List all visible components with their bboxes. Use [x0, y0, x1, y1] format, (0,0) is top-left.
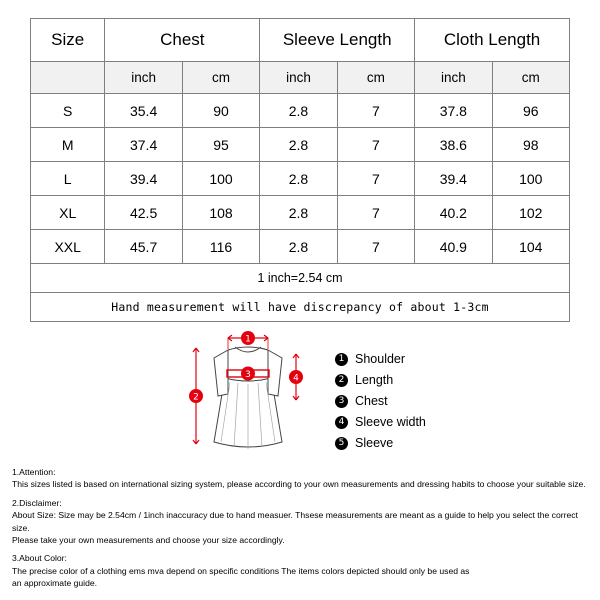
cell-chest-cm: 95 — [182, 128, 259, 162]
footer-notes — [12, 466, 590, 590]
note-heading-disclaimer: 2.Disclaimer: — [12, 497, 62, 508]
legend-label: Sleeve width — [355, 415, 426, 429]
cell-sleeve-inch: 2.8 — [260, 128, 337, 162]
conversion-note: 1 inch=2.54 cm — [31, 264, 570, 293]
cell-chest-inch: 42.5 — [105, 196, 182, 230]
cell-cloth-cm: 100 — [492, 162, 569, 196]
cell-chest-cm: 108 — [182, 196, 259, 230]
cell-cloth-inch: 38.6 — [415, 128, 492, 162]
cell-cloth-inch: 39.4 — [415, 162, 492, 196]
note-line-disclaimer-1: About Size: Size may be 2.54cm / 1inch inaccuracy due to hand measuer. Thsese measurements are meant as a guide to help you select the correct size. — [12, 510, 578, 533]
discrepancy-note-row — [31, 293, 570, 322]
legend-item — [335, 392, 426, 411]
header-chest: Chest — [105, 19, 260, 62]
note-line-attention-1: This sizes listed is based on international sizing system, please according to your own measurements and dressing habits to choose your suitable size. — [12, 479, 586, 490]
measurement-diagram — [30, 330, 570, 458]
svg-text:2: 2 — [193, 392, 199, 403]
conversion-note-row — [31, 264, 570, 293]
legend-label: Sleeve — [355, 436, 394, 450]
cell-sleeve-inch: 2.8 — [260, 162, 337, 196]
table-row — [31, 128, 570, 162]
cell-chest-cm: 100 — [182, 162, 259, 196]
legend-item — [335, 350, 426, 369]
legend-bullet-5-icon: 5 — [335, 437, 348, 450]
cell-size: XL — [31, 196, 105, 230]
cell-cloth-cm: 96 — [492, 94, 569, 128]
cell-chest-inch: 35.4 — [105, 94, 182, 128]
cell-cloth-cm: 98 — [492, 128, 569, 162]
subheader-sleeve-cm: cm — [337, 62, 414, 94]
cell-sleeve-inch: 2.8 — [260, 196, 337, 230]
note-line-color-2: an approximate guide. — [12, 578, 98, 589]
cell-sleeve-cm: 7 — [337, 94, 414, 128]
legend-label: Length — [355, 373, 394, 387]
dress-illustration — [178, 330, 318, 458]
subheader-cloth-inch: inch — [415, 62, 492, 94]
subheader-cloth-cm: cm — [492, 62, 569, 94]
cell-cloth-cm: 104 — [492, 230, 569, 264]
note-line-disclaimer-2: Please take your own measurements and choose your size accordingly. — [12, 535, 285, 546]
table-row — [31, 162, 570, 196]
legend-item — [335, 371, 426, 390]
subheader-blank — [31, 62, 105, 94]
note-heading-attention: 1.Attention: — [12, 467, 56, 477]
subheader-chest-inch: inch — [105, 62, 182, 94]
cell-size: S — [31, 94, 105, 128]
cell-sleeve-inch: 2.8 — [260, 94, 337, 128]
cell-sleeve-cm: 7 — [337, 162, 414, 196]
subheader-chest-cm: cm — [182, 62, 259, 94]
dress-svg — [178, 330, 318, 458]
svg-text:4: 4 — [293, 373, 299, 384]
legend-bullet-1-icon: 1 — [335, 353, 348, 366]
cell-sleeve-cm: 7 — [337, 128, 414, 162]
table-header-row — [31, 19, 570, 62]
legend-item — [335, 434, 426, 453]
cell-chest-cm: 90 — [182, 94, 259, 128]
header-cloth-length: Cloth Length — [415, 19, 570, 62]
cell-sleeve-cm: 7 — [337, 230, 414, 264]
cell-cloth-inch: 40.2 — [415, 196, 492, 230]
size-table — [30, 18, 570, 322]
cell-chest-inch: 37.4 — [105, 128, 182, 162]
cell-chest-cm: 116 — [182, 230, 259, 264]
table-row — [31, 94, 570, 128]
svg-text:1: 1 — [245, 334, 251, 345]
diagram-legend — [335, 350, 426, 455]
cell-cloth-cm: 102 — [492, 196, 569, 230]
discrepancy-note: Hand measurement will have discrepancy of about 1-3cm — [31, 293, 570, 322]
cell-sleeve-cm: 7 — [337, 196, 414, 230]
legend-bullet-3-icon: 3 — [335, 395, 348, 408]
header-sleeve-length: Sleeve Length — [260, 19, 415, 62]
note-heading-color: 3.About Color: — [12, 553, 67, 564]
table-row — [31, 196, 570, 230]
table-row — [31, 230, 570, 264]
cell-size: M — [31, 128, 105, 162]
cell-sleeve-inch: 2.8 — [260, 230, 337, 264]
cell-size: L — [31, 162, 105, 196]
legend-item — [335, 413, 426, 432]
subheader-sleeve-inch: inch — [260, 62, 337, 94]
header-size: Size — [31, 19, 105, 62]
legend-label: Shoulder — [355, 352, 406, 366]
cell-chest-inch: 39.4 — [105, 162, 182, 196]
note-line-color-1: The precise color of a clothing ems mva depend on specific conditions The items colors depicted should only be used as — [12, 565, 470, 576]
cell-chest-inch: 45.7 — [105, 230, 182, 264]
cell-cloth-inch: 40.9 — [415, 230, 492, 264]
legend-bullet-2-icon: 2 — [335, 374, 348, 387]
table-subheader-row — [31, 62, 570, 94]
cell-cloth-inch: 37.8 — [415, 94, 492, 128]
legend-bullet-4-icon: 4 — [335, 416, 348, 429]
svg-text:3: 3 — [245, 370, 251, 380]
cell-size: XXL — [31, 230, 105, 264]
legend-label: Chest — [355, 394, 388, 408]
